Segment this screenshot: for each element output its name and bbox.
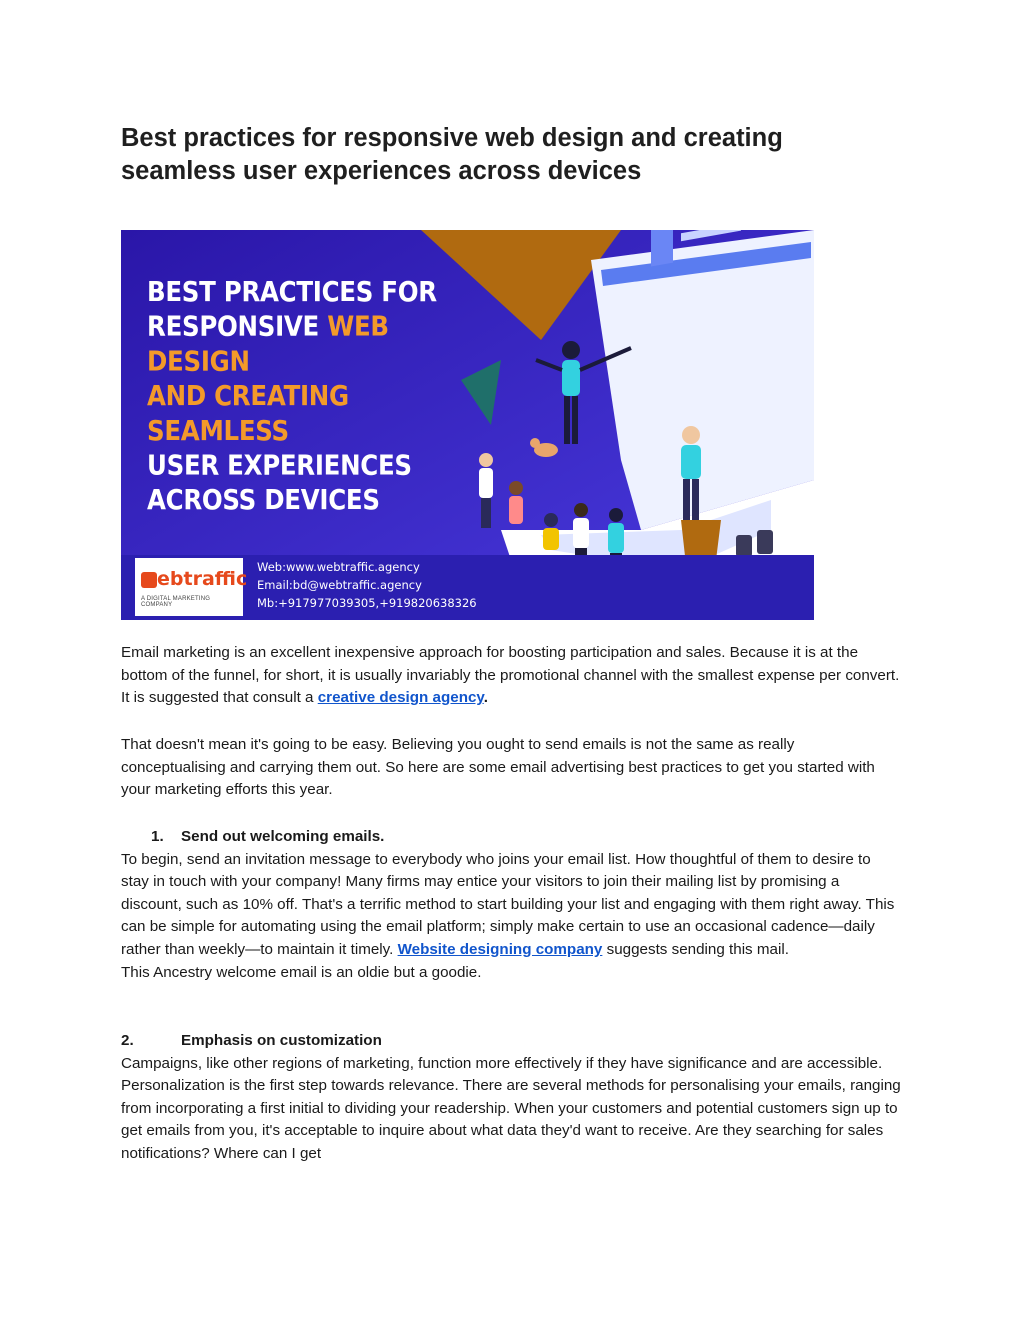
section-extra-line: This Ancestry welcome email is an oldie but a goodie. — [121, 963, 482, 981]
page-title: Best practices for responsive web design and creating seamless user experiences across devices — [121, 124, 783, 185]
company-logo: ebtraffic A DIGITAL MARKETING COMPANY — [135, 558, 243, 616]
website-designing-company-link[interactable]: Website designing company — [397, 940, 603, 958]
banner-contact-strip — [121, 555, 814, 620]
section-body: Campaigns, like other regions of marketing, function more effectively if they have significance and are accessible. Personalization is the first step towards relevance. There are several methods for personalising your emails, ranging from incorporating a first initial to dividing your readership. When your customers and potential customers sign up to get emails from you, it's acceptable to inquire about what data they'd want to receive. Are they searching for sales notifications? Where can I get — [121, 1054, 901, 1162]
contact-email: Email:bd@webtraffic.agency — [257, 578, 422, 592]
banner-title — [147, 274, 477, 517]
banner-title-line: BEST PRACTICES FOR — [147, 275, 437, 308]
banner-title-line: RESPONSIVE WEB DESIGN — [147, 309, 389, 378]
paragraph-intro: Email marketing is an excellent inexpensive approach for boosting participation and sales. Because it is at the bottom of the funnel, for short, it is usually invariably the promotional channel with the smallest expense per convert. It is suggested that consult a creative design agency. — [121, 644, 900, 707]
hero-banner-image — [121, 230, 814, 620]
section-customization — [121, 1030, 901, 1166]
contact-mobile: Mb:+917977039305,+919820638326 — [257, 596, 477, 610]
banner-title-line: USER EXPERIENCES — [147, 448, 412, 482]
section-heading: 1. Send out welcoming emails. — [151, 828, 385, 845]
contact-info — [257, 558, 477, 612]
creative-design-agency-link[interactable]: creative design agency — [317, 689, 484, 707]
paragraph-second: That doesn't mean it's going to be easy. Believing you ought to send emails is not the same as really conceptualising and carrying them out. So here are some email advertising best practices to get you started with your marketing efforts this year. — [121, 736, 875, 799]
section-welcome-emails — [121, 826, 901, 984]
banner-title-line: AND CREATING SEAMLESS — [147, 379, 349, 447]
section-body: To begin, send an invitation message to everybody who joins your email list. How thoughtful of them to desire to stay in touch with your company! Many firms may entice your visitors to join their mailing list by promising a discount, such as 10% off. That's a terrific method to start building your list and engaging with them right away. This can be simple for automating using the email platform; simply make certain to use an occasional cadence—daily rather than weekly—to maintain it timely. Website designing company suggests sending this mail. — [121, 850, 895, 958]
banner-title-line: ACROSS DEVICES — [147, 483, 380, 516]
contact-web: Web:www.webtraffic.agency — [257, 560, 420, 574]
logo-puzzle-icon — [139, 570, 159, 590]
section-heading: 2. Emphasis on customization — [121, 1032, 382, 1049]
banner-highlight-text: WEB DESIGN — [147, 309, 389, 378]
